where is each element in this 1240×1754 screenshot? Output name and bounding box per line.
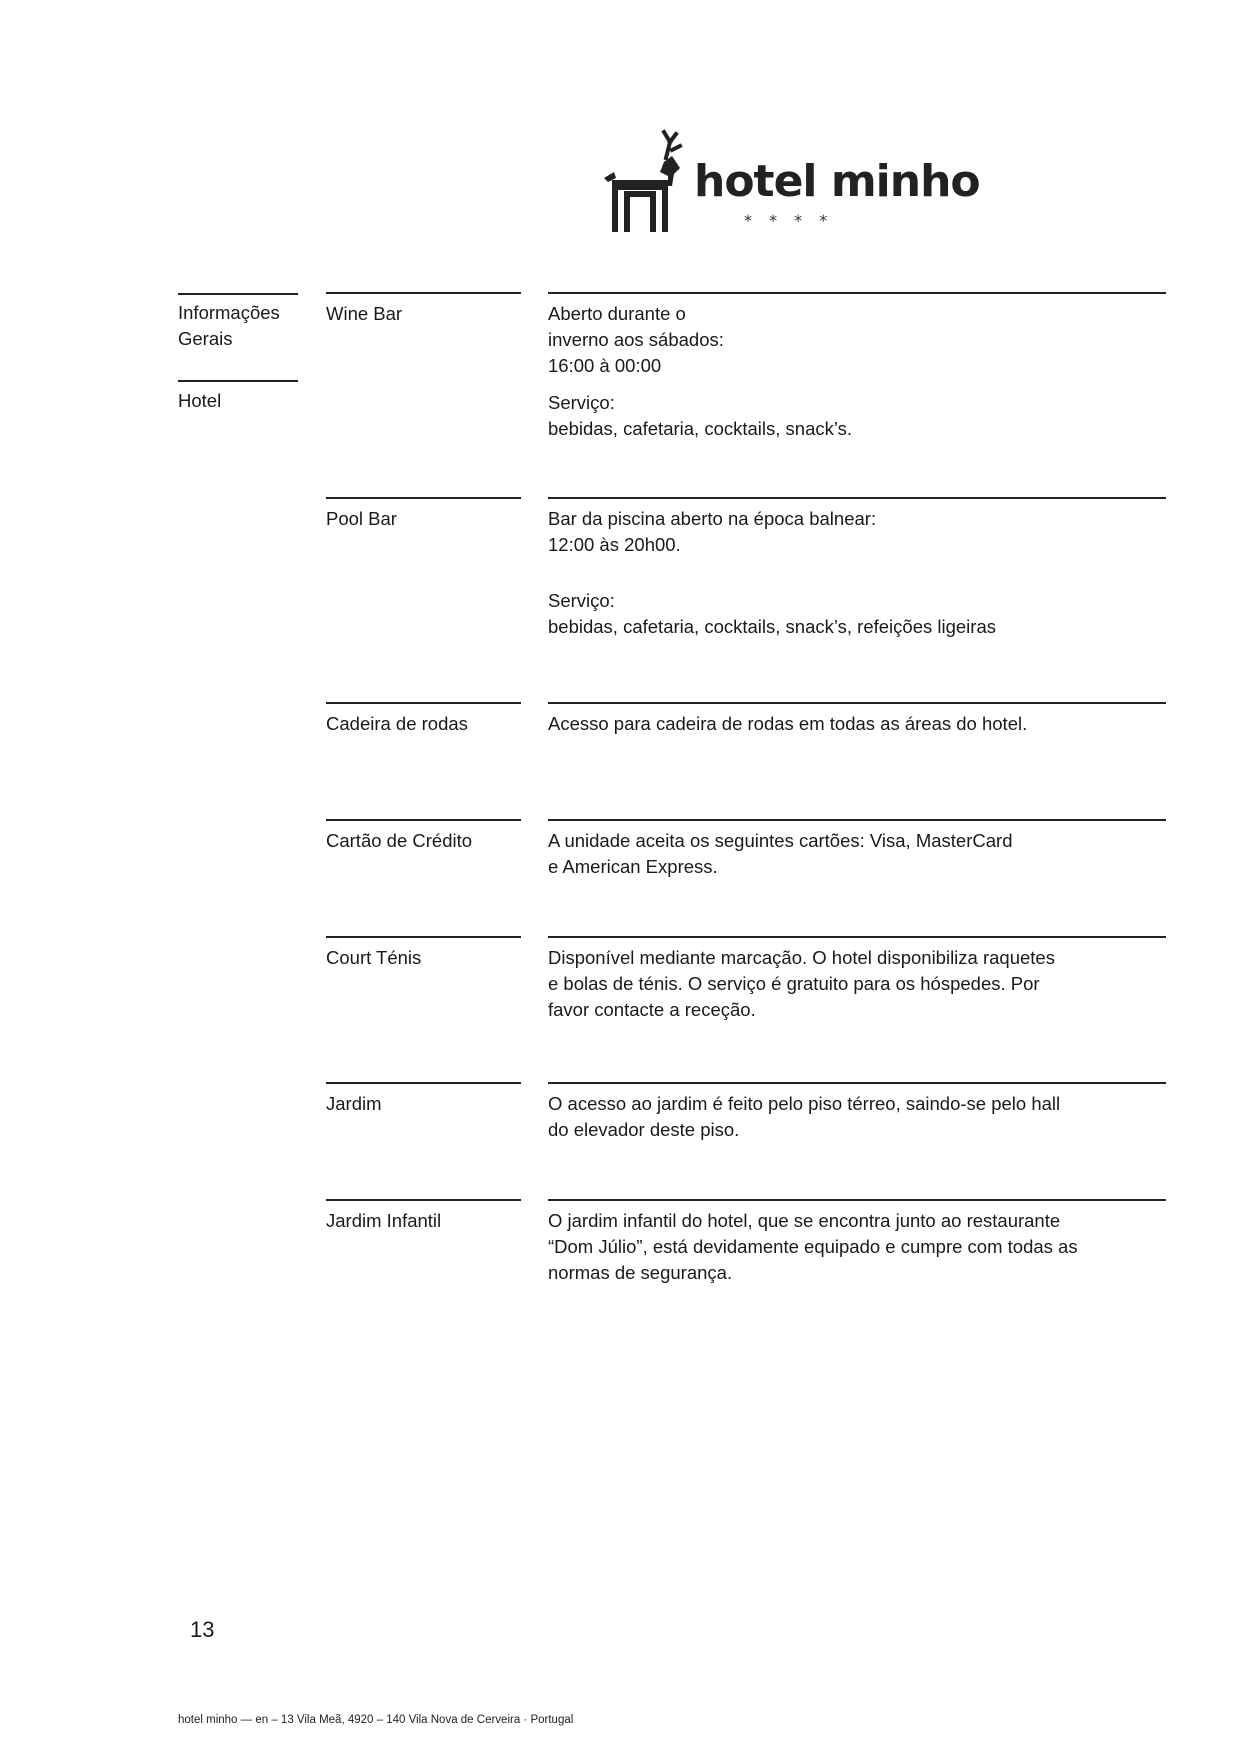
row-rule — [326, 1082, 521, 1084]
row-label: Wine Bar — [326, 303, 403, 324]
brand-name: hotel minho — [694, 156, 980, 207]
row-rule — [548, 497, 1166, 499]
row-rule — [548, 936, 1166, 938]
row-rule — [326, 819, 521, 821]
footer-address: hotel minho — en – 13 Vila Meã, 4920 – 140 Vila Nova de Cerveira · Portugal — [178, 1714, 574, 1726]
row-paragraph: O acesso ao jardim é feito pelo piso térreo, saindo-se pelo hall do elevador deste piso. — [548, 1093, 1061, 1140]
row-description — [548, 1208, 1166, 1286]
brand-stars: * * * * — [744, 211, 834, 230]
deer-logo-icon — [598, 128, 980, 238]
row-description — [548, 828, 1166, 880]
row-label: Pool Bar — [326, 508, 397, 529]
row-paragraph: Serviço: bebidas, cafetaria, cocktails, snack’s. — [548, 392, 853, 439]
row-description — [548, 506, 1166, 640]
row-paragraph: Aberto durante o inverno aos sábados: 16:00 à 00:00 — [548, 303, 724, 376]
row-label: Jardim Infantil — [326, 1210, 442, 1231]
row-rule — [326, 936, 521, 938]
section-rule — [178, 293, 298, 295]
row-description — [548, 945, 1166, 1023]
row-paragraph: A unidade aceita os seguintes cartões: Visa, MasterCard e American Express. — [548, 830, 1013, 877]
row-paragraph: Disponível mediante marcação. O hotel disponibiliza raquetes e bolas de ténis. O serviço é gratuito para os hóspedes. Por favor contacte a receção. — [548, 947, 1055, 1020]
row-description — [548, 1091, 1166, 1143]
page-number: 13 — [190, 1617, 215, 1642]
row-paragraph: Acesso para cadeira de rodas em todas as áreas do hotel. — [548, 713, 1028, 734]
row-rule — [548, 702, 1166, 704]
row-paragraph: Bar da piscina aberto na época balnear: 12:00 às 20h00. — [548, 508, 877, 555]
row-label: Jardim — [326, 1093, 382, 1114]
row-rule — [548, 1199, 1166, 1201]
row-label: Court Ténis — [326, 947, 422, 968]
row-paragraph: O jardim infantil do hotel, que se encontra junto ao restaurante “Dom Júlio”, está devidamente equipado e cumpre com todas as normas de segurança. — [548, 1210, 1078, 1283]
hotel-logo — [598, 128, 980, 238]
row-rule — [326, 1199, 521, 1201]
row-paragraph: Serviço: bebidas, cafetaria, cocktails, snack’s, refeições ligeiras — [548, 590, 996, 637]
section-title: Informações Gerais — [178, 302, 280, 349]
row-rule — [548, 1082, 1166, 1084]
subsection-title: Hotel — [178, 390, 222, 411]
row-rule — [548, 819, 1166, 821]
row-description — [548, 711, 1166, 737]
subsection-rule — [178, 380, 298, 382]
row-label: Cadeira de rodas — [326, 713, 468, 734]
row-description — [548, 301, 1166, 442]
row-rule — [548, 292, 1166, 294]
row-rule — [326, 292, 521, 294]
row-rule — [326, 497, 521, 499]
row-label: Cartão de Crédito — [326, 830, 473, 851]
row-rule — [326, 702, 521, 704]
